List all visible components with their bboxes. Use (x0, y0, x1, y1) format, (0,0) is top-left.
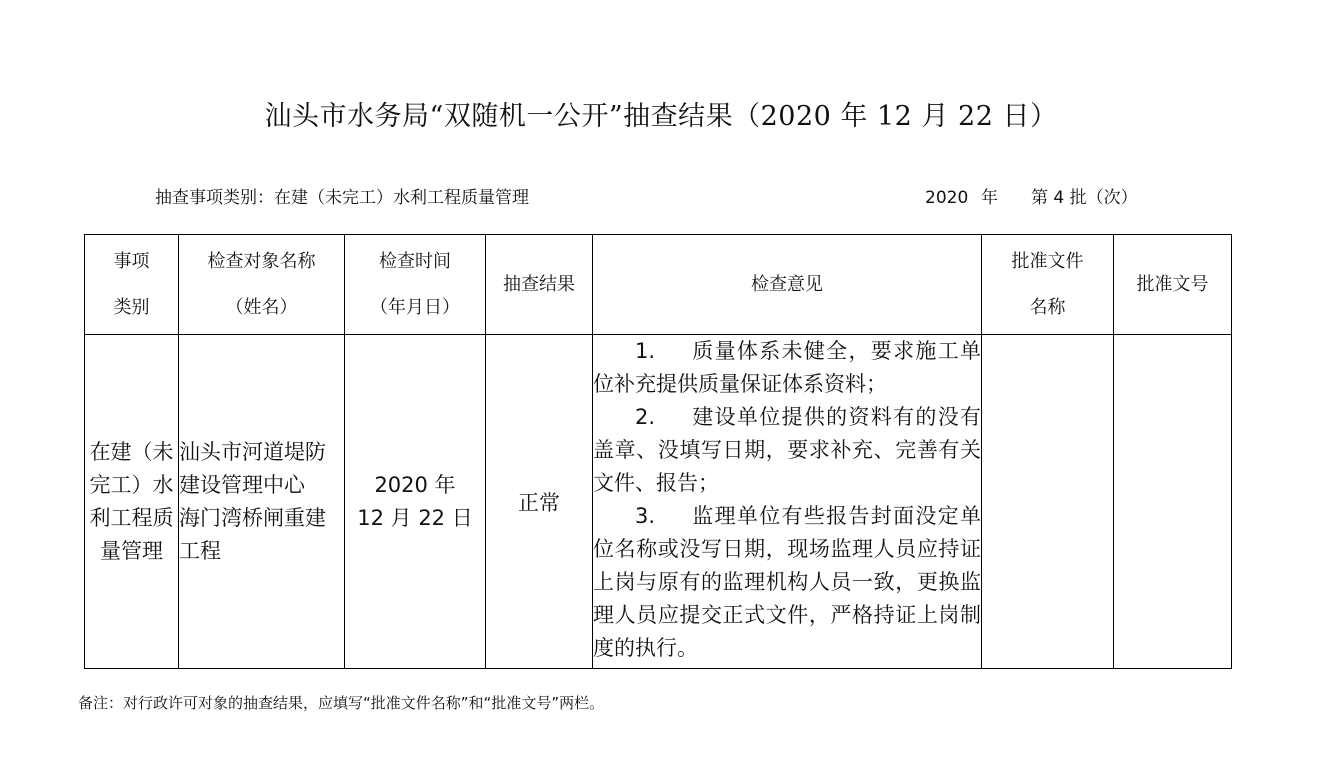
cell-approval-doc (982, 335, 1114, 669)
header-target: 检查对象名称 （姓名） (179, 235, 345, 335)
cell-time: 2020 年 12 月 22 日 (345, 335, 486, 669)
table-header-row (85, 235, 1232, 335)
opinion-number: 1. (635, 339, 656, 363)
batch-info (925, 183, 1138, 208)
cell-category: 在建（未完工）水利工程质量管理 (85, 335, 179, 669)
header-time: 检查时间 （年月日） (345, 235, 486, 335)
target-name: 汕头市河道堤防建设管理中心 (179, 439, 326, 497)
opinion-item (593, 401, 981, 500)
batch-number: 第 4 批（次） (1031, 188, 1138, 208)
results-table (84, 234, 1232, 669)
target-project: 海门湾桥闸重建工程 (179, 505, 326, 563)
opinion-text: 建设单位提供的资料有的没有盖章、没填写日期，要求补充、完善有关文件、报告； (593, 405, 981, 495)
header-approval-no: 批准文号 (1114, 235, 1232, 335)
opinion-number: 2. (635, 405, 656, 429)
header-category: 事项 类别 (85, 235, 179, 335)
cell-opinion (593, 335, 982, 669)
opinion-item (593, 500, 981, 665)
inspection-category-label: 抽查事项类别：在建（未完工）水利工程质量管理 (155, 188, 529, 208)
header-result: 抽查结果 (486, 235, 593, 335)
table-row (85, 335, 1232, 669)
header-opinion: 检查意见 (593, 235, 982, 335)
cell-result: 正常 (486, 335, 593, 669)
header-approval-doc: 批准文件 名称 (982, 235, 1114, 335)
footnote: 备注：对行政许可对象的抽查结果，应填写“批准文件名称”和“批准文号”两栏。 (78, 694, 605, 712)
opinion-text: 监理单位有些报告封面没定单位名称或没写日期，现场监理人员应持证上岗与原有的监理机构人员一致，更换监理人员应提交正式文件，严格持证上岗制度的执行。 (593, 504, 981, 660)
document-title: 汕头市水务局“双随机一公开”抽查结果（2020 年 12 月 22 日） (264, 101, 1058, 132)
batch-year-unit: 年 (981, 188, 998, 208)
cell-approval-no (1114, 335, 1232, 669)
opinion-text: 质量体系未健全，要求施工单位补充提供质量保证体系资料； (593, 339, 981, 396)
cell-target (179, 335, 345, 669)
batch-year: 2020 (925, 188, 969, 208)
opinion-item (593, 335, 981, 401)
opinion-number: 3. (635, 504, 656, 528)
